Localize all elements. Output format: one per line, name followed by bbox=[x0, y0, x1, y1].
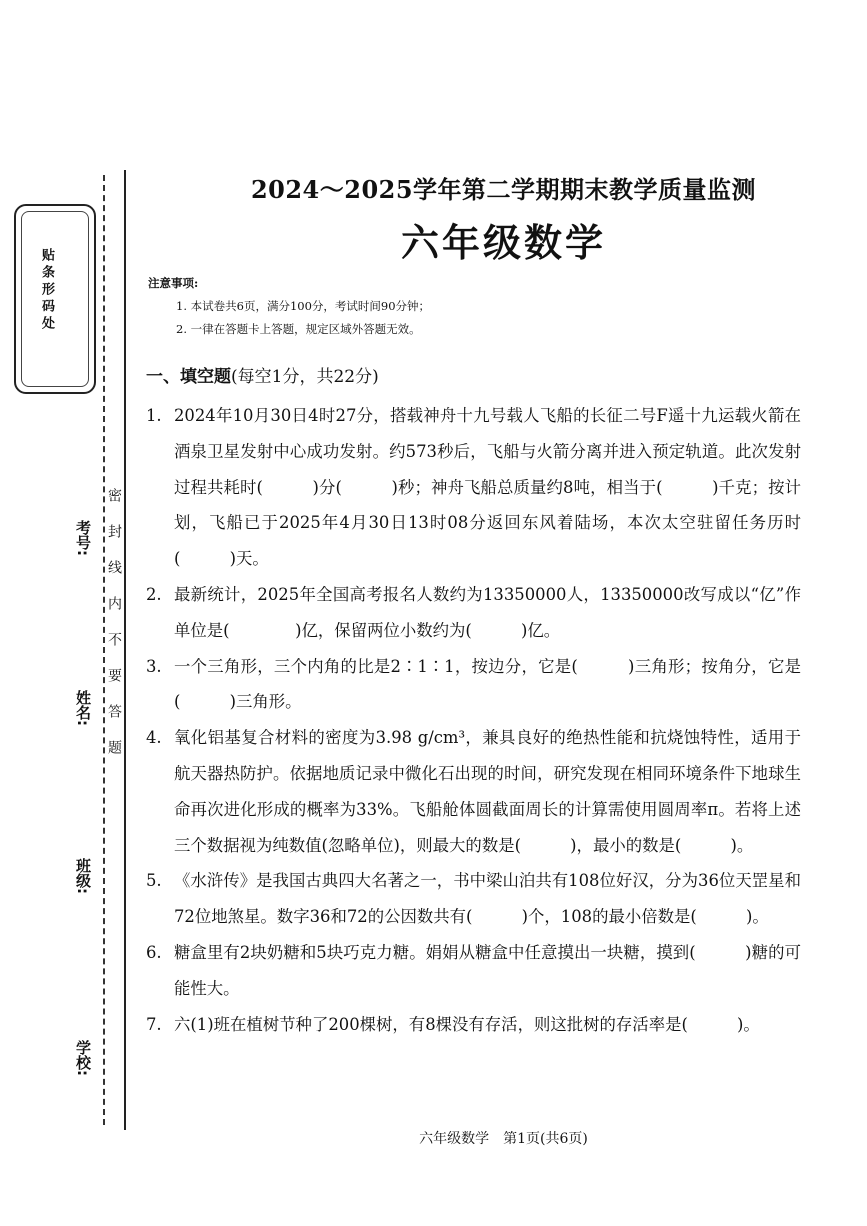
section-note: (每空1分，共22分) bbox=[231, 367, 379, 387]
question-text: 六(1)班在植树节种了200棵树，有8棵没有存活，则这批树的存活率是( )。 bbox=[174, 1014, 760, 1034]
section-heading bbox=[146, 362, 379, 387]
question-number: 3. bbox=[146, 656, 162, 676]
question-number: 7. bbox=[146, 1014, 162, 1034]
page-footer: 六年级数学 第1页(共6页) bbox=[419, 1131, 588, 1147]
question-item bbox=[146, 649, 801, 721]
field-label: 考号: bbox=[74, 520, 92, 556]
binding-solid-line bbox=[124, 170, 126, 1130]
question-list bbox=[146, 398, 801, 1042]
field-label: 班级: bbox=[74, 858, 92, 894]
barcode-label: 贴条形码处 bbox=[39, 248, 54, 333]
question-number: 5. bbox=[146, 871, 162, 891]
notice-heading: 注意事项: bbox=[148, 276, 199, 290]
notice-item: 2. 一律在答题卡上答题，规定区域外答题无效。 bbox=[176, 322, 421, 336]
question-text: 《水浒传》是我国古典四大名著之一，书中梁山泊共有108位好汉，分为36位天罡星和72位地煞星。数字36和72的公因数共有( )个，108的最小倍数是( )。 bbox=[174, 871, 801, 927]
question-item bbox=[146, 1007, 801, 1043]
question-item bbox=[146, 577, 801, 649]
question-text: 一个三角形，三个内角的比是2∶1∶1，按边分，它是( )三角形；按角分，它是( )三角形。 bbox=[174, 656, 801, 712]
question-text: 氧化铝基复合材料的密度为3.98 g/cm³，兼具良好的绝热性能和抗烧蚀特性，适用于航天器热防护。依据地质记录中微化石出现的时间，研究发现在相同环境条件下地球生命再次进化形成的概率为33%。飞船舱体圆截面周长的计算需使用圆周率π。若将上述三个数据视为纯数值(忽略单位)，则最大的数是( )，最小的数是( )。 bbox=[174, 728, 801, 855]
question-item bbox=[146, 935, 801, 1007]
question-text: 最新统计，2025年全国高考报名人数约为13350000人，13350000改写成以“亿”作单位是( )亿，保留两位小数约为( )亿。 bbox=[174, 584, 801, 640]
seal-warning-text: 密封线内不要答题 bbox=[106, 488, 122, 776]
exam-title: 2024～2025学年第二学期期末教学质量监测 bbox=[250, 175, 757, 204]
question-item bbox=[146, 398, 801, 577]
field-exam-number bbox=[72, 520, 94, 556]
question-number: 1. bbox=[146, 406, 162, 425]
question-item bbox=[146, 720, 801, 863]
subject-title: 六年级数学 bbox=[400, 221, 606, 265]
question-text: 糖盒里有2块奶糖和5块巧克力糖。娟娟从糖盒中任意摸出一块糖，摸到( )糖的可能性大。 bbox=[174, 942, 801, 998]
question-number: 2. bbox=[146, 584, 162, 604]
field-school bbox=[72, 1040, 94, 1076]
notice-item: 1. 本试卷共6页，满分100分，考试时间90分钟； bbox=[176, 299, 431, 313]
question-number: 6. bbox=[146, 942, 162, 962]
section-title: 一、填空题 bbox=[146, 367, 231, 387]
field-class bbox=[72, 858, 94, 894]
field-name bbox=[72, 690, 94, 726]
question-number: 4. bbox=[146, 728, 162, 748]
question-text: 2024年10月30日4时27分，搭载神舟十九号载人飞船的长征二号F遥十九运载火箭在酒泉卫星发射中心成功发射。约573秒后，飞船与火箭分离并进入预定轨道。此次发射过程共耗时( )分( )秒；神舟飞船总质量约8吨，相当于( )千克；按计划，飞船已于2025年4月30日13时08分返回东风着陆场，本次太空驻留任务历时( )天。 bbox=[174, 406, 801, 569]
field-label: 学校: bbox=[74, 1040, 92, 1076]
field-label: 姓名: bbox=[74, 690, 92, 726]
question-item bbox=[146, 863, 801, 935]
notice-block bbox=[148, 272, 430, 341]
